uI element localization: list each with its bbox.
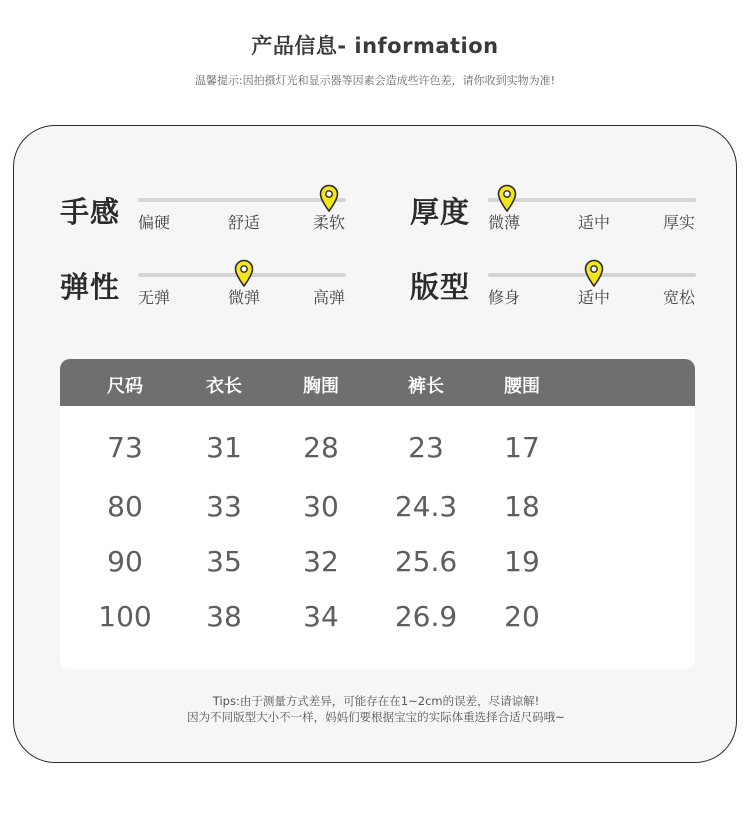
table-cell: 28 [303, 431, 339, 464]
table-cell: 31 [206, 431, 242, 464]
table-cell: 73 [107, 431, 143, 464]
location-pin-icon [497, 184, 517, 212]
attribute-track [488, 198, 696, 202]
table-cell: 90 [107, 545, 143, 578]
table-cell: 34 [303, 600, 339, 633]
table-row [60, 490, 695, 534]
table-cell: 30 [303, 490, 339, 523]
attribute-option: 微薄 [488, 213, 521, 232]
location-pin-icon [319, 184, 339, 212]
attribute-label: 版型 [410, 270, 471, 304]
location-pin-icon [584, 259, 604, 287]
table-cell: 100 [98, 600, 152, 633]
color-notice: 温馨提示:因拍摄灯光和显示器等因素会造成些许色差，请你收到实物为准! [194, 74, 556, 87]
header-pants-length: 裤长 [408, 376, 444, 397]
table-cell: 18 [504, 490, 540, 523]
table-cell: 25.6 [394, 545, 458, 578]
product-info-card [13, 125, 737, 763]
attribute-track [138, 273, 346, 277]
attribute-label: 手感 [60, 195, 121, 229]
table-cell: 23 [408, 431, 444, 464]
attribute-track [138, 198, 346, 202]
attribute-option: 舒适 [228, 213, 261, 232]
header-chest: 胸围 [303, 376, 339, 397]
table-cell: 80 [107, 490, 143, 523]
location-pin-icon [234, 259, 254, 287]
header-top-length: 衣长 [206, 376, 242, 397]
table-cell: 33 [206, 490, 242, 523]
attribute-hand-feel [60, 188, 370, 258]
attribute-label: 弹性 [60, 270, 121, 304]
attribute-label: 厚度 [410, 195, 471, 229]
attribute-track [488, 273, 696, 277]
table-cell: 26.9 [394, 600, 458, 633]
table-cell: 19 [504, 545, 540, 578]
size-table [60, 359, 695, 669]
attribute-option: 微弹 [228, 288, 261, 307]
attribute-option: 适中 [578, 288, 611, 307]
table-cell: 32 [303, 545, 339, 578]
table-cell: 17 [504, 431, 540, 464]
table-row [60, 600, 695, 644]
table-row [60, 545, 695, 589]
header-size: 尺码 [107, 376, 143, 397]
table-cell: 35 [206, 545, 242, 578]
header-waist: 腰围 [504, 376, 540, 397]
attribute-thickness [410, 188, 720, 258]
attribute-option: 修身 [488, 288, 521, 307]
attribute-option: 偏硬 [138, 213, 171, 232]
attribute-option: 柔软 [313, 213, 346, 232]
attribute-option: 厚实 [663, 213, 696, 232]
tips-line-2: 因为不同版型大小不一样，妈妈们要根据宝宝的实际体重选择合适尺码哦~ [187, 710, 565, 724]
attribute-elasticity [60, 263, 370, 333]
table-row [60, 431, 695, 475]
table-cell: 38 [206, 600, 242, 633]
table-cell: 24.3 [394, 490, 458, 523]
attribute-fit [410, 263, 720, 333]
table-cell: 20 [504, 600, 540, 633]
page-title: 产品信息- information [251, 34, 499, 58]
attribute-option: 高弹 [313, 288, 346, 307]
attribute-option: 适中 [578, 213, 611, 232]
table-header [60, 359, 695, 406]
tips-line-1: Tips:由于测量方式差异，可能存在在1~2cm的误差，尽请谅解! [212, 694, 540, 708]
attribute-option: 无弹 [138, 288, 171, 307]
attribute-option: 宽松 [663, 288, 696, 307]
